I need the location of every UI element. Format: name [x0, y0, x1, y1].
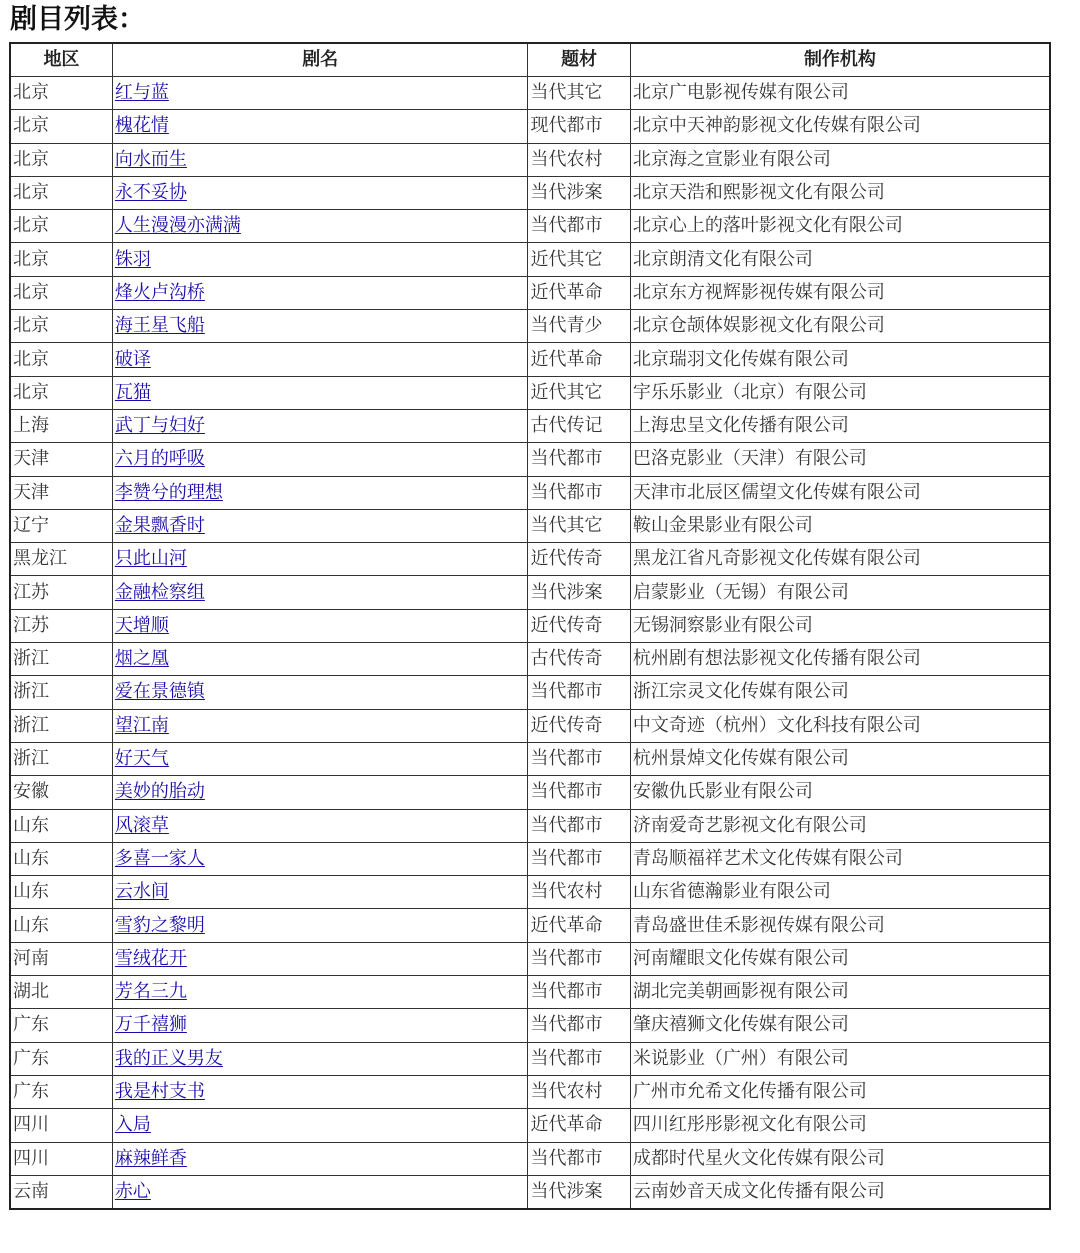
- title-cell: [112, 876, 528, 909]
- title-cell: [112, 809, 528, 842]
- genre-cell: 近代其它: [528, 376, 630, 409]
- drama-title-link[interactable]: 破译: [114, 348, 151, 370]
- title-cell: [112, 643, 528, 676]
- drama-title-link[interactable]: 云水间: [114, 881, 169, 903]
- drama-title-link[interactable]: 只此山河: [114, 548, 187, 570]
- producer-cell: 四川红彤彤影视文化有限公司: [630, 1109, 1050, 1142]
- producer-cell: 山东省德瀚影业有限公司: [630, 876, 1050, 909]
- drama-title-link[interactable]: 多喜一家人: [114, 847, 205, 869]
- title-cell: [112, 110, 528, 143]
- region-cell: 浙江: [10, 709, 112, 742]
- producer-cell: 肇庆禧狮文化传媒有限公司: [630, 1009, 1050, 1042]
- region-cell: 辽宁: [10, 509, 112, 542]
- region-cell: 广东: [10, 1075, 112, 1108]
- table-row: [10, 709, 1050, 742]
- producer-cell: 巴洛克影业（天津）有限公司: [630, 443, 1050, 476]
- region-cell: 四川: [10, 1109, 112, 1142]
- table-row: [10, 676, 1050, 709]
- drama-title-link[interactable]: 望江南: [114, 714, 169, 736]
- title-cell: [112, 343, 528, 376]
- table-row: [10, 609, 1050, 642]
- producer-cell: 北京天浩和熙影视文化有限公司: [630, 176, 1050, 209]
- genre-cell: 当代都市: [528, 976, 630, 1009]
- producer-cell: 北京仓颉体娱影视文化有限公司: [630, 310, 1050, 343]
- region-cell: 四川: [10, 1142, 112, 1175]
- genre-cell: 当代涉案: [528, 1175, 630, 1209]
- table-row: [10, 842, 1050, 875]
- table-row: [10, 1142, 1050, 1175]
- producer-cell: 济南爱奇艺影视文化有限公司: [630, 809, 1050, 842]
- table-row: [10, 876, 1050, 909]
- producer-cell: 北京瑞羽文化传媒有限公司: [630, 343, 1050, 376]
- genre-cell: 当代青少: [528, 310, 630, 343]
- title-cell: [112, 1042, 528, 1075]
- genre-cell: 当代都市: [528, 476, 630, 509]
- producer-cell: 云南妙音天成文化传播有限公司: [630, 1175, 1050, 1209]
- drama-title-link[interactable]: 铢羽: [114, 248, 151, 270]
- title-cell: [112, 443, 528, 476]
- table-row: [10, 1009, 1050, 1042]
- producer-cell: 无锡洞察影业有限公司: [630, 609, 1050, 642]
- title-cell: [112, 709, 528, 742]
- drama-title-link[interactable]: 好天气: [114, 748, 169, 770]
- title-cell: [112, 476, 528, 509]
- producer-cell: 宇乐乐影业（北京）有限公司: [630, 376, 1050, 409]
- producer-cell: 北京东方视辉影视传媒有限公司: [630, 276, 1050, 309]
- table-row: [10, 742, 1050, 775]
- genre-cell: 当代都市: [528, 210, 630, 243]
- region-cell: 河南: [10, 942, 112, 975]
- drama-title-link[interactable]: 我的正义男友: [114, 1047, 223, 1069]
- drama-title-link[interactable]: 永不妥协: [114, 182, 187, 204]
- region-cell: 山东: [10, 876, 112, 909]
- table-row: [10, 343, 1050, 376]
- title-cell: [112, 1175, 528, 1209]
- table-row: [10, 809, 1050, 842]
- title-cell: [112, 942, 528, 975]
- table-row: [10, 1042, 1050, 1075]
- region-cell: 天津: [10, 443, 112, 476]
- genre-cell: 古代传记: [528, 409, 630, 442]
- producer-cell: 青岛盛世佳禾影视传媒有限公司: [630, 909, 1050, 942]
- column-header-title: 剧名: [112, 43, 528, 77]
- producer-cell: 北京广电影视传媒有限公司: [630, 77, 1050, 110]
- producer-cell: 启蒙影业（无锡）有限公司: [630, 576, 1050, 609]
- title-cell: [112, 509, 528, 542]
- genre-cell: 当代都市: [528, 1042, 630, 1075]
- title-cell: [112, 210, 528, 243]
- drama-table: [9, 42, 1051, 1210]
- title-cell: [112, 1075, 528, 1108]
- genre-cell: 当代涉案: [528, 576, 630, 609]
- title-cell: [112, 676, 528, 709]
- producer-cell: 黑龙江省凡奇影视文化传媒有限公司: [630, 543, 1050, 576]
- producer-cell: 杭州剧有想法影视文化传播有限公司: [630, 643, 1050, 676]
- region-cell: 黑龙江: [10, 543, 112, 576]
- title-cell: [112, 243, 528, 276]
- drama-title-link[interactable]: 金果飘香时: [114, 515, 205, 536]
- genre-cell: 近代革命: [528, 343, 630, 376]
- title-cell: [112, 1109, 528, 1142]
- genre-cell: 近代其它: [528, 243, 630, 276]
- table-row: [10, 143, 1050, 176]
- table-row: [10, 376, 1050, 409]
- producer-cell: 上海忠呈文化传播有限公司: [630, 409, 1050, 442]
- producer-cell: 天津市北辰区儒望文化传媒有限公司: [630, 476, 1050, 509]
- region-cell: 浙江: [10, 676, 112, 709]
- drama-title-link[interactable]: 六月的呼吸: [114, 448, 205, 470]
- producer-cell: 浙江宗灵文化传媒有限公司: [630, 676, 1050, 709]
- drama-title-link[interactable]: 麻辣鲜香: [114, 1147, 187, 1169]
- drama-title-link[interactable]: 爱在景德镇: [114, 681, 205, 703]
- region-cell: 广东: [10, 1009, 112, 1042]
- genre-cell: 当代农村: [528, 143, 630, 176]
- table-row: [10, 409, 1050, 442]
- drama-title-link[interactable]: 武丁与妇好: [114, 415, 205, 437]
- region-cell: 北京: [10, 243, 112, 276]
- genre-cell: 近代传奇: [528, 709, 630, 742]
- table-row: [10, 543, 1050, 576]
- genre-cell: 当代都市: [528, 742, 630, 775]
- title-cell: [112, 909, 528, 942]
- table-row: [10, 776, 1050, 809]
- producer-cell: 米说影业（广州）有限公司: [630, 1042, 1050, 1075]
- table-body: [10, 77, 1050, 1210]
- region-cell: 江苏: [10, 576, 112, 609]
- region-cell: 北京: [10, 310, 112, 343]
- region-cell: 安徽: [10, 776, 112, 809]
- title-cell: [112, 77, 528, 110]
- region-cell: 浙江: [10, 643, 112, 676]
- column-header-producer: 制作机构: [630, 43, 1050, 77]
- genre-cell: 现代都市: [528, 110, 630, 143]
- genre-cell: 当代都市: [528, 1009, 630, 1042]
- title-cell: [112, 976, 528, 1009]
- region-cell: 天津: [10, 476, 112, 509]
- producer-cell: 北京中天神韵影视文化传媒有限公司: [630, 110, 1050, 143]
- producer-cell: 北京心上的落叶影视文化有限公司: [630, 210, 1050, 243]
- drama-title-link[interactable]: 烽火卢沟桥: [114, 281, 205, 303]
- drama-title-link[interactable]: 雪豹之黎明: [114, 914, 205, 936]
- drama-title-link[interactable]: 天增顺: [114, 614, 169, 636]
- region-cell: 山东: [10, 842, 112, 875]
- drama-title-link[interactable]: 槐花情: [114, 115, 169, 137]
- drama-title-link[interactable]: 向水而生: [114, 148, 187, 170]
- genre-cell: 当代都市: [528, 842, 630, 875]
- table-row: [10, 576, 1050, 609]
- region-cell: 北京: [10, 210, 112, 243]
- producer-cell: 北京海之宣影业有限公司: [630, 143, 1050, 176]
- table-row: [10, 1175, 1050, 1209]
- genre-cell: 近代传奇: [528, 609, 630, 642]
- genre-cell: 当代农村: [528, 876, 630, 909]
- region-cell: 北京: [10, 176, 112, 209]
- genre-cell: 当代都市: [528, 1142, 630, 1175]
- drama-title-link[interactable]: 风滚草: [114, 814, 169, 836]
- title-cell: [112, 543, 528, 576]
- producer-cell: 湖北完美朝画影视有限公司: [630, 976, 1050, 1009]
- region-cell: 山东: [10, 809, 112, 842]
- column-header-genre: 题材: [528, 43, 630, 77]
- table-row: [10, 310, 1050, 343]
- region-cell: 云南: [10, 1175, 112, 1209]
- genre-cell: 当代其它: [528, 509, 630, 542]
- region-cell: 北京: [10, 110, 112, 143]
- producer-cell: 青岛顺福祥艺术文化传媒有限公司: [630, 842, 1050, 875]
- table-row: [10, 210, 1050, 243]
- drama-title-link[interactable]: 雪绒花开: [114, 947, 187, 969]
- table-row: [10, 476, 1050, 509]
- drama-title-link[interactable]: 金融检察组: [114, 581, 205, 603]
- genre-cell: 当代都市: [528, 942, 630, 975]
- region-cell: 上海: [10, 409, 112, 442]
- genre-cell: 当代都市: [528, 676, 630, 709]
- table-row: [10, 176, 1050, 209]
- header-row: [10, 43, 1050, 77]
- genre-cell: 当代都市: [528, 443, 630, 476]
- drama-title-link[interactable]: 海王星飞船: [114, 315, 205, 337]
- table-row: [10, 643, 1050, 676]
- title-cell: [112, 742, 528, 775]
- page-title: 剧目列表：: [10, 4, 145, 35]
- table-row: [10, 243, 1050, 276]
- drama-title-link[interactable]: 入局: [114, 1114, 151, 1136]
- drama-title-link[interactable]: 美妙的胎动: [114, 781, 205, 803]
- genre-cell: 近代革命: [528, 909, 630, 942]
- title-cell: [112, 376, 528, 409]
- region-cell: 北京: [10, 376, 112, 409]
- drama-title-link[interactable]: 赤心: [114, 1180, 151, 1202]
- title-cell: [112, 276, 528, 309]
- title-cell: [112, 1142, 528, 1175]
- title-cell: [112, 776, 528, 809]
- title-cell: [112, 143, 528, 176]
- drama-title-link[interactable]: 李赞兮的理想: [114, 481, 223, 503]
- title-cell: [112, 310, 528, 343]
- producer-cell: 北京朗清文化有限公司: [630, 243, 1050, 276]
- genre-cell: 当代都市: [528, 809, 630, 842]
- producer-cell: 杭州景焯文化传媒有限公司: [630, 742, 1050, 775]
- table-row: [10, 77, 1050, 110]
- region-cell: 北京: [10, 143, 112, 176]
- table-row: [10, 509, 1050, 542]
- genre-cell: 当代涉案: [528, 176, 630, 209]
- genre-cell: 古代传奇: [528, 643, 630, 676]
- drama-title-link[interactable]: 红与蓝: [114, 82, 169, 104]
- region-cell: 江苏: [10, 609, 112, 642]
- drama-title-link[interactable]: 芳名三九: [114, 981, 187, 1003]
- region-cell: 北京: [10, 77, 112, 110]
- genre-cell: 当代其它: [528, 77, 630, 110]
- producer-cell: 中文奇迹（杭州）文化科技有限公司: [630, 709, 1050, 742]
- region-cell: 广东: [10, 1042, 112, 1075]
- producer-cell: 安徽仇氏影业有限公司: [630, 776, 1050, 809]
- column-header-region: 地区: [10, 43, 112, 77]
- region-cell: 湖北: [10, 976, 112, 1009]
- table-row: [10, 1109, 1050, 1142]
- title-cell: [112, 576, 528, 609]
- genre-cell: 近代革命: [528, 276, 630, 309]
- table-row: [10, 1075, 1050, 1108]
- table-header: [10, 43, 1050, 77]
- drama-title-link[interactable]: 瓦猫: [114, 381, 151, 403]
- title-cell: [112, 409, 528, 442]
- table-row: [10, 942, 1050, 975]
- genre-cell: 近代传奇: [528, 543, 630, 576]
- title-cell: [112, 176, 528, 209]
- producer-cell: 河南耀眼文化传媒有限公司: [630, 942, 1050, 975]
- drama-title-link[interactable]: 烟之凰: [114, 648, 169, 670]
- region-cell: 浙江: [10, 742, 112, 775]
- table-row: [10, 276, 1050, 309]
- drama-title-link[interactable]: 万千禧狮: [114, 1014, 187, 1036]
- genre-cell: 当代都市: [528, 776, 630, 809]
- table-row: [10, 443, 1050, 476]
- table-row: [10, 110, 1050, 143]
- title-cell: [112, 842, 528, 875]
- producer-cell: 广州市允希文化传播有限公司: [630, 1075, 1050, 1108]
- table-row: [10, 909, 1050, 942]
- region-cell: 山东: [10, 909, 112, 942]
- title-cell: [112, 1009, 528, 1042]
- producer-cell: 成都时代星火文化传媒有限公司: [630, 1142, 1050, 1175]
- table-row: [10, 976, 1050, 1009]
- region-cell: 北京: [10, 343, 112, 376]
- drama-title-link[interactable]: 我是村支书: [114, 1081, 205, 1103]
- drama-title-link[interactable]: 人生漫漫亦满满: [114, 215, 241, 237]
- producer-cell: 鞍山金果影业有限公司: [630, 509, 1050, 542]
- genre-cell: 近代革命: [528, 1109, 630, 1142]
- region-cell: 北京: [10, 276, 112, 309]
- title-cell: [112, 609, 528, 642]
- genre-cell: 当代农村: [528, 1075, 630, 1108]
